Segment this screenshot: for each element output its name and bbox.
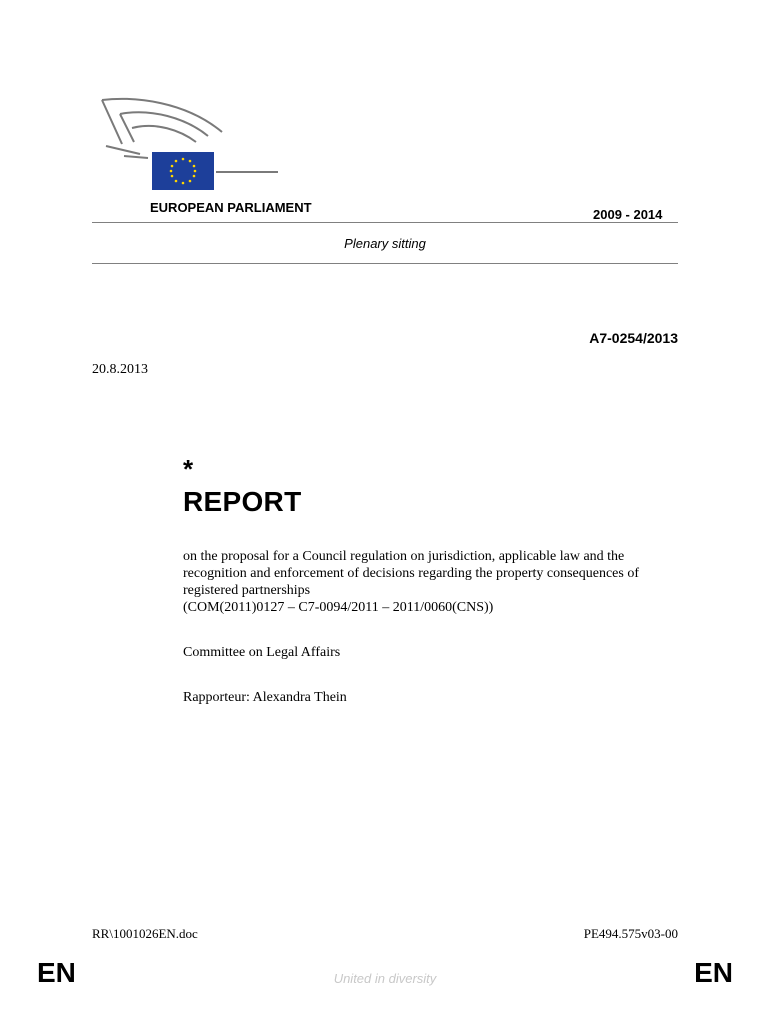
european-parliament-logo-icon — [96, 96, 286, 196]
parliamentary-term: 2009 - 2014 — [593, 207, 663, 222]
footer-file-name: RR\1001026EN.doc — [92, 926, 198, 941]
rapporteur-name: Rapporteur: Alexandra Thein — [183, 690, 347, 705]
committee-name: Committee on Legal Affairs — [183, 645, 341, 660]
footer-pe-number: PE494.575v03-00 — [583, 926, 678, 941]
language-code-right: EN — [694, 957, 733, 988]
report-title: REPORT — [183, 486, 302, 517]
eu-motto: United in diversity — [333, 971, 437, 986]
report-date: 20.8.2013 — [92, 362, 148, 377]
header-divider — [92, 222, 678, 223]
report-subject — [183, 548, 683, 616]
procedure-symbol: * — [183, 454, 194, 484]
organisation-name: EUROPEAN PARLIAMENT — [150, 200, 312, 215]
procedure-reference: (COM(2011)0127 – C7-0094/2011 – 2011/0060(CNS)) — [183, 600, 494, 615]
sitting-divider — [92, 263, 678, 264]
report-reference-number: A7-0254/2013 — [589, 330, 678, 346]
sitting-label: Plenary sitting — [344, 236, 426, 251]
subject-text: on the proposal for a Council regulation on jurisdiction, applicable law and the recognition and enforcement of decisions regarding the property consequences of registered partnerships — [183, 549, 639, 598]
language-code-left: EN — [37, 957, 76, 988]
